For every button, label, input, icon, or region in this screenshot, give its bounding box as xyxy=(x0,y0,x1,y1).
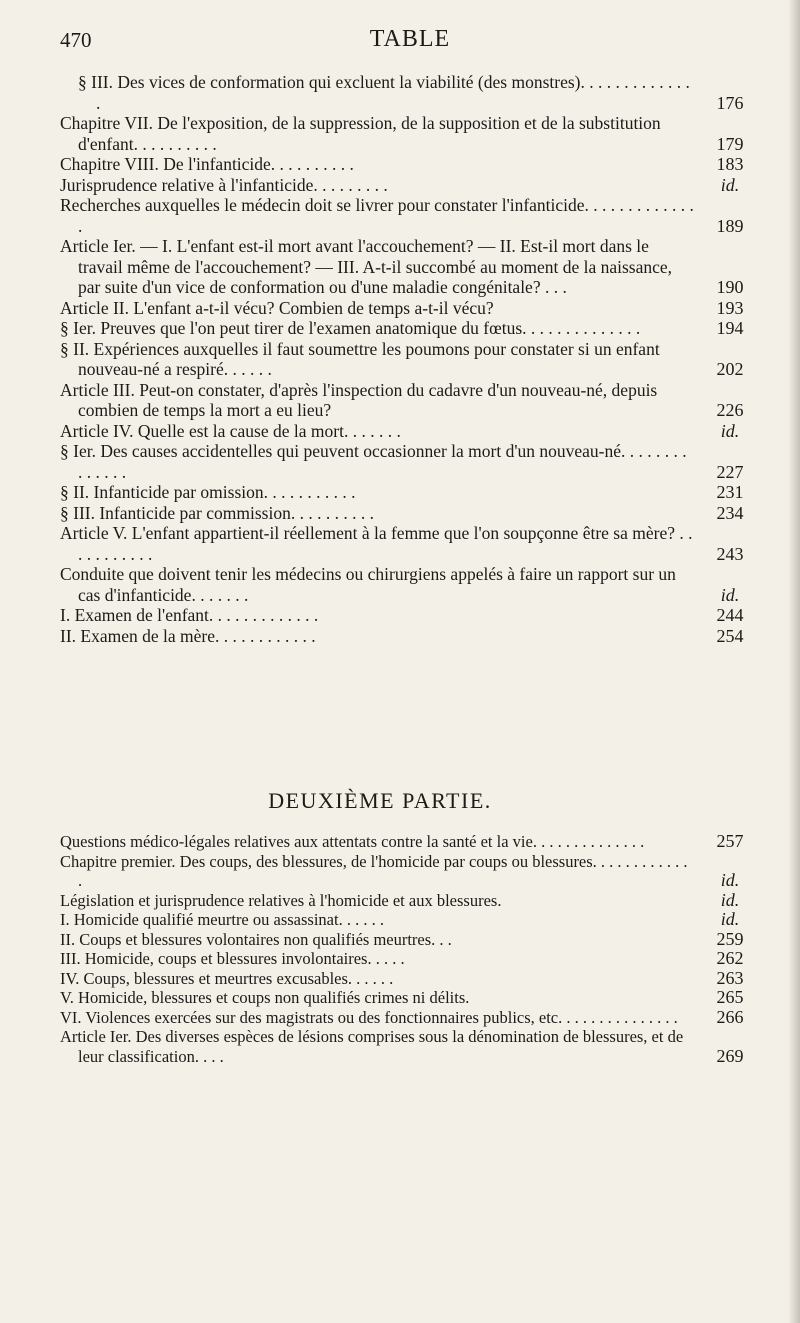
toc-entry xyxy=(60,298,760,319)
toc-entry-page: 269 xyxy=(716,1045,744,1066)
toc-entry-text: § III. Des vices de conformation qui excluent la viabilité (des monstres). . . . . . . . . . . . . . xyxy=(78,72,690,113)
toc-entry-page: 190 xyxy=(716,277,744,297)
toc-entry-page: id. xyxy=(720,584,740,605)
toc-entry-page: id. xyxy=(720,909,740,929)
toc-entry-text: Chapitre VIII. De l'infanticide. . . . . . . . . . xyxy=(60,154,354,174)
toc-entry xyxy=(60,154,760,175)
toc-entry-text: § Ier. Des causes accidentelles qui peuvent occasionner la mort d'un nouveau-né. . . . . . . . . . . . . . xyxy=(60,441,687,482)
toc-entry-text: Législation et jurisprudence relatives à l'homicide et aux blessures. xyxy=(60,890,502,910)
toc-entry xyxy=(60,318,760,339)
toc-entry xyxy=(60,891,760,911)
toc-entry-page: 243 xyxy=(716,543,744,564)
toc-entry xyxy=(60,441,760,482)
toc-entry-text: II. Coups et blessures volontaires non qualifiés meurtres. . . xyxy=(60,929,452,949)
toc-entry-page: 254 xyxy=(716,625,744,646)
toc-entry-page: 194 xyxy=(716,318,744,338)
toc-entry-text: Recherches auxquelles le médecin doit se livrer pour constater l'infanticide. . . . . . . . . . . . . . xyxy=(60,195,694,236)
toc-entry-page: id. xyxy=(720,870,740,890)
table-of-contents-part-one xyxy=(60,72,760,646)
toc-entry-page: 189 xyxy=(716,215,744,236)
toc-entry xyxy=(60,503,760,524)
toc-entry xyxy=(60,852,760,891)
toc-entry-text: V. Homicide, blessures et coups non qualifiés crimes ni délits. xyxy=(60,988,470,1007)
toc-entry xyxy=(60,832,760,852)
toc-entry xyxy=(60,421,760,442)
toc-entry-text: IV. Coups, blessures et meurtres excusables. . . . . . xyxy=(60,968,394,988)
page-header xyxy=(60,18,760,58)
toc-entry xyxy=(60,1027,760,1066)
toc-entry-page: 259 xyxy=(716,928,744,949)
toc-entry-page: 265 xyxy=(716,987,744,1007)
toc-entry xyxy=(60,949,760,969)
toc-entry xyxy=(60,236,760,298)
toc-entry-text: Article III. Peut-on constater, d'après l'inspection du cadavre d'un nouveau-né, depuis combien de temps la mort a eu lieu? xyxy=(60,379,658,420)
toc-entry-page: 263 xyxy=(716,967,744,988)
toc-entry-text: Chapitre premier. Des coups, des blessures, de l'homicide par coups ou blessures. . . . . . . . . . . . . xyxy=(60,851,688,890)
toc-entry xyxy=(60,113,760,154)
toc-entry-page: 262 xyxy=(716,948,744,968)
toc-entry-text: VI. Violences exercées sur des magistrats ou des fonctionnaires publics, etc. . . . . . . . . . . . . . . xyxy=(60,1007,678,1027)
toc-entry-text: § Ier. Preuves que l'on peut tirer de l'examen anatomique du fœtus. . . . . . . . . . . . . . xyxy=(60,318,641,338)
toc-entry-text: II. Examen de la mère. . . . . . . . . . . . xyxy=(60,625,316,646)
toc-entry-text: III. Homicide, coups et blessures involontaires. . . . . xyxy=(60,949,405,968)
toc-entry-page: 202 xyxy=(716,359,744,379)
toc-entry xyxy=(60,175,760,196)
table-of-contents-part-two xyxy=(60,832,760,1066)
toc-entry-page: id. xyxy=(720,420,740,441)
toc-entry xyxy=(60,1008,760,1028)
toc-entry-page: 231 xyxy=(716,482,744,502)
toc-entry-text: Jurisprudence relative à l'infanticide. . . . . . . . . xyxy=(60,174,388,195)
toc-entry xyxy=(60,969,760,989)
toc-entry-page: 176 xyxy=(716,92,744,113)
toc-entry-text: Article Ier. — I. L'enfant est-il mort avant l'accouchement? — II. Est-il mort dans le travail même de l'accouchement? — III. A-t-il succombé au moment de la naissance, par suite d'un vice de conformation ou d'une maladie congénitale? . . . xyxy=(60,236,673,297)
toc-entry-page: 244 xyxy=(716,605,744,625)
toc-entry-text: Chapitre VII. De l'exposition, de la suppression, de la supposition et de la substitution d'enfant. . . . . . . . . . xyxy=(60,113,661,154)
toc-entry-page: 257 xyxy=(716,831,744,851)
toc-entry xyxy=(60,195,760,236)
toc-entry-page: id. xyxy=(720,174,740,195)
page-number: 470 xyxy=(60,28,92,52)
toc-entry-text: Article Ier. Des diverses espèces de lésions comprises sous la dénomination de blessures, et de leur classification. . . . xyxy=(60,1027,684,1066)
toc-entry-page: 227 xyxy=(716,461,744,482)
toc-entry-text: Article II. L'enfant a-t-il vécu? Combien de temps a-t-il vécu? xyxy=(60,297,494,318)
running-title: TABLE xyxy=(369,26,451,52)
part-two-title: DEUXIÈME PARTIE. xyxy=(268,788,492,813)
toc-entry xyxy=(60,564,760,605)
toc-entry-text: I. Homicide qualifié meurtre ou assassinat. . . . . . xyxy=(60,910,384,929)
toc-entry xyxy=(60,930,760,950)
toc-entry xyxy=(60,380,760,421)
toc-entry xyxy=(60,605,760,626)
toc-entry-text: Article IV. Quelle est la cause de la mort. . . . . . . xyxy=(60,420,401,441)
toc-entry xyxy=(60,988,760,1008)
toc-entry-text: § III. Infanticide par commission. . . . . . . . . . xyxy=(60,502,374,523)
toc-entry-text: § II. Expériences auxquelles il faut soumettre les poumons pour constater si un enfant nouveau-né a respiré. . . . . . xyxy=(60,338,660,379)
toc-entry xyxy=(60,523,760,564)
toc-entry xyxy=(60,339,760,380)
toc-entry-page: 226 xyxy=(716,400,744,420)
toc-entry xyxy=(60,72,760,113)
toc-entry-text: Article V. L'enfant appartient-il réellement à la femme que l'on soupçonne être sa mère? . . . . . . . . . . . xyxy=(60,523,693,564)
toc-entry-page: id. xyxy=(720,889,740,910)
toc-entry-text: § II. Infanticide par omission. . . . . . . . . . . xyxy=(60,482,356,502)
toc-entry-page: 193 xyxy=(716,297,744,318)
page-edge-shadow xyxy=(788,0,800,1323)
toc-entry xyxy=(60,626,760,647)
toc-entry-text: Conduite que doivent tenir les médecins ou chirurgiens appelés à faire un rapport sur un cas d'infanticide. . . . . . . xyxy=(60,564,676,605)
toc-entry-text: Questions médico-légales relatives aux attentats contre la santé et la vie. . . . . . . . . . . . . . xyxy=(60,832,645,851)
toc-entry-text: I. Examen de l'enfant. . . . . . . . . . . . . xyxy=(60,605,319,625)
toc-entry xyxy=(60,910,760,930)
toc-entry-page: 183 xyxy=(716,154,744,174)
toc-entry-page: 234 xyxy=(716,502,744,523)
toc-entry xyxy=(60,482,760,503)
toc-entry-page: 266 xyxy=(716,1006,744,1027)
toc-entry-page: 179 xyxy=(716,133,744,154)
